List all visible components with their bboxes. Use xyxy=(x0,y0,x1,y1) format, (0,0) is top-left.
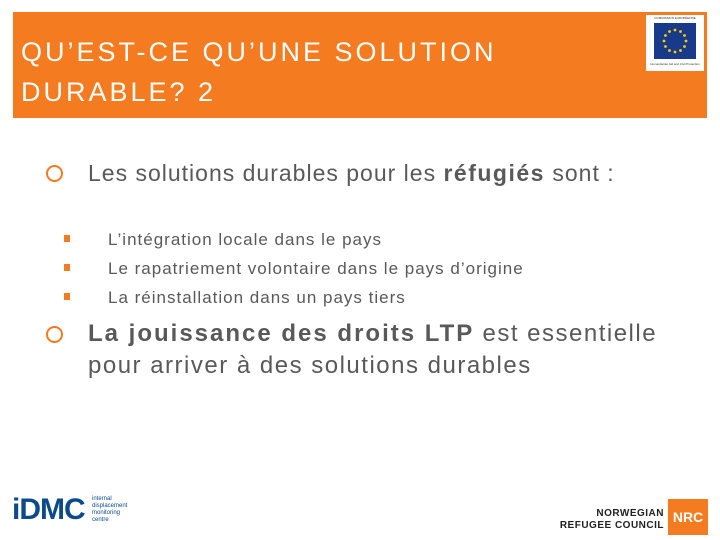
nrc-logo-text xyxy=(548,508,664,532)
eu-star-icon xyxy=(683,45,686,48)
square-bullet-icon xyxy=(64,235,70,242)
bullet-refugees xyxy=(88,158,688,189)
eu-flag-icon xyxy=(654,23,696,59)
nrc-logo-badge xyxy=(668,499,708,535)
square-bullet-icon xyxy=(64,293,70,300)
eu-star-icon xyxy=(674,29,677,32)
eu-star-icon xyxy=(668,30,671,33)
subitem-resettlement: La réinstallation dans un pays tiers xyxy=(108,288,406,307)
eu-logo-bottom-text: Humanitarian Aid and Civil Protection xyxy=(650,62,700,66)
eu-logo xyxy=(646,15,704,71)
eu-star-icon xyxy=(663,40,666,43)
bullet-refugees-bold: réfugiés xyxy=(443,160,545,186)
eu-star-icon xyxy=(674,51,677,54)
slide-title xyxy=(21,32,497,112)
bullet-refugees-text-end: sont : xyxy=(544,160,615,186)
eu-star-icon xyxy=(679,30,682,33)
slide-title-line-1: QU’EST-CE QU’UNE SOLUTION xyxy=(21,37,497,67)
bullet-ltp-bold: La jouissance des droits LTP xyxy=(88,320,475,347)
slide-title-line-2: DURABLE? 2 xyxy=(21,77,217,107)
bullet-ltp-rights xyxy=(88,318,678,382)
idmc-sub-line: displacement xyxy=(92,503,128,509)
idmc-wordmark: iDMC xyxy=(12,493,85,526)
nrc-line-2: REFUGEE COUNCIL xyxy=(559,520,664,531)
square-bullet-icon xyxy=(64,264,70,271)
eu-star-icon xyxy=(664,45,667,48)
idmc-sub-line: monitoring xyxy=(92,510,121,516)
subitem-voluntary-return: Le rapatriement volontaire dans le pays d’origine xyxy=(108,259,524,278)
ring-bullet-icon xyxy=(46,326,63,343)
nrc-line-1: NORWEGIAN xyxy=(596,508,664,519)
bullet-refugees-text: Les solutions durables pour les xyxy=(88,160,444,186)
eu-star-icon xyxy=(664,34,667,37)
idmc-sub-line: centre xyxy=(92,517,109,523)
eu-star-icon xyxy=(668,49,671,52)
eu-star-icon xyxy=(679,49,682,52)
bullet-ltp-text: est essentielle pour arriver à des solutions durables xyxy=(88,320,658,379)
subitem-local-integration: L’intégration locale dans le pays xyxy=(108,230,382,249)
idmc-subtitle xyxy=(92,496,152,524)
eu-star-icon xyxy=(685,40,688,43)
ring-bullet-icon xyxy=(46,165,63,182)
nrc-badge-text: NRC xyxy=(672,509,704,525)
eu-star-icon xyxy=(683,34,686,37)
idmc-sub-line: internal xyxy=(92,496,112,502)
eu-logo-top-text: COMMISSION EUROPÉENNE xyxy=(654,16,696,20)
title-banner xyxy=(13,12,707,118)
